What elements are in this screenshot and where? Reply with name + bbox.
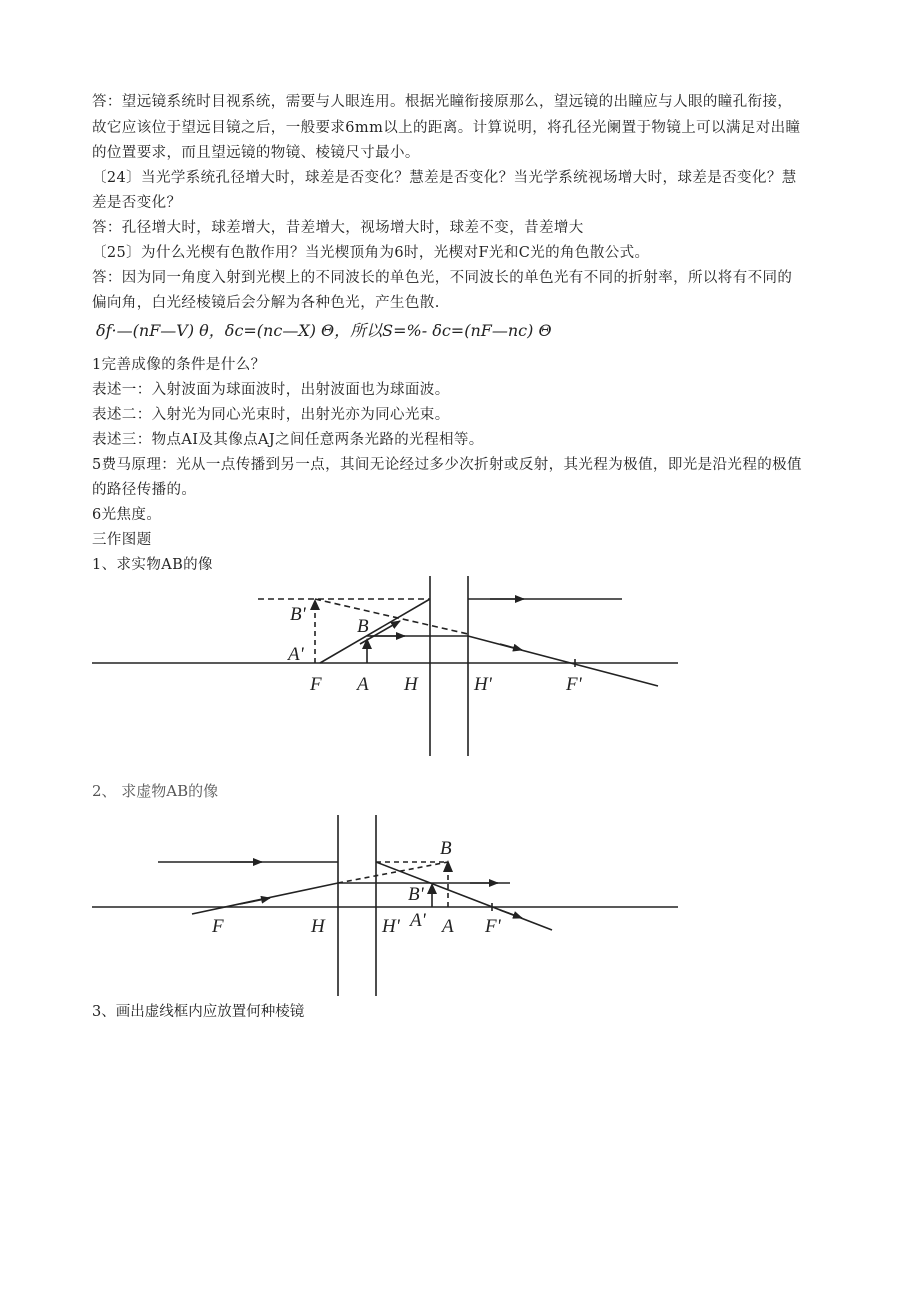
label-B: B — [357, 616, 369, 637]
text-line: 答：望远镜系统时目视系统，需要与人眼连用。根据光瞳衔接原那么，望远镜的出瞳应与人眼的瞳孔衔接， — [92, 94, 793, 110]
text-line: 〔24〕当光学系统孔径增大时，球差是否变化？慧差是否变化？当光学系统视场增大时，球差是否变化？慧 — [92, 170, 797, 186]
text-line: 的路径传播的。 — [92, 482, 197, 498]
text-line: 1、求实物AB的像 — [92, 557, 213, 573]
label-A: A — [357, 674, 369, 695]
caption-2: 2、 求虚物AB的像 — [92, 782, 219, 800]
label-B: B — [440, 838, 452, 859]
text-line: 1完善成像的条件是什么？ — [92, 357, 266, 373]
label-A-prime: A' — [410, 910, 426, 931]
text-line: 表述二：入射光为同心光束时，出射光亦为同心光束。 — [92, 407, 450, 423]
text-line: 偏向角，白光经棱镜后会分解为各种色光，产生色散. — [92, 295, 440, 311]
label-A: A — [442, 916, 454, 937]
label-F: F — [212, 916, 224, 937]
text-line: 故它应该位于望远目镜之后，一般要求6mm以上的距离。计算说明，将孔径光阑置于物镜上可以满足对出瞳 — [92, 120, 801, 136]
text-line: 表述一：入射波面为球面波时，出射波面也为球面波。 — [92, 382, 450, 398]
text-line: 〔25〕为什么光楔有色散作用？当光楔顶角为6时，光楔对F光和C光的角色散公式。 — [92, 245, 650, 261]
text-line: 三作图题 — [92, 532, 152, 548]
label-F-prime: F' — [485, 916, 501, 937]
text-line: 表述三：物点AI及其像点AJ之间任意两条光路的光程相等。 — [92, 432, 484, 448]
text-line: 差是否变化？ — [92, 195, 182, 211]
figure-virtual-object-image — [0, 810, 920, 1010]
label-H: H — [311, 916, 325, 937]
label-H-prime: H' — [474, 674, 492, 695]
label-H-prime: H' — [382, 916, 400, 937]
text-line: 6光焦度。 — [92, 507, 162, 523]
text-line: 的位置要求，而且望远镜的物镜、棱镜尺寸最小。 — [92, 145, 420, 161]
dispersion-formula: δf·—(nF—V) θ，δc=(nc—X) Θ，所以S=%- δc=(nF—nc) Θ — [96, 321, 552, 340]
caption-3: 3、画出虚线框内应放置何种棱镜 — [92, 1004, 305, 1020]
label-B-prime: B' — [408, 884, 424, 905]
text-line: 答：孔径增大时，球差增大，昔差增大，视场增大时，球差不变，昔差增大 — [92, 220, 584, 236]
label-H: H — [404, 674, 418, 695]
label-F-prime: F' — [566, 674, 582, 695]
label-A-prime: A' — [288, 644, 304, 665]
label-B-prime: B' — [290, 604, 306, 625]
label-F: F — [310, 674, 322, 695]
text-line: 5费马原理：光从一点传播到另一点，其间无论经过多少次折射或反射，其光程为极值，即光是沿光程的极值 — [92, 457, 802, 473]
text-line: 答：因为同一角度入射到光楔上的不同波长的单色光，不同波长的单色光有不同的折射率，所以将有不同的 — [92, 270, 793, 286]
figure-real-object-image — [0, 570, 920, 770]
